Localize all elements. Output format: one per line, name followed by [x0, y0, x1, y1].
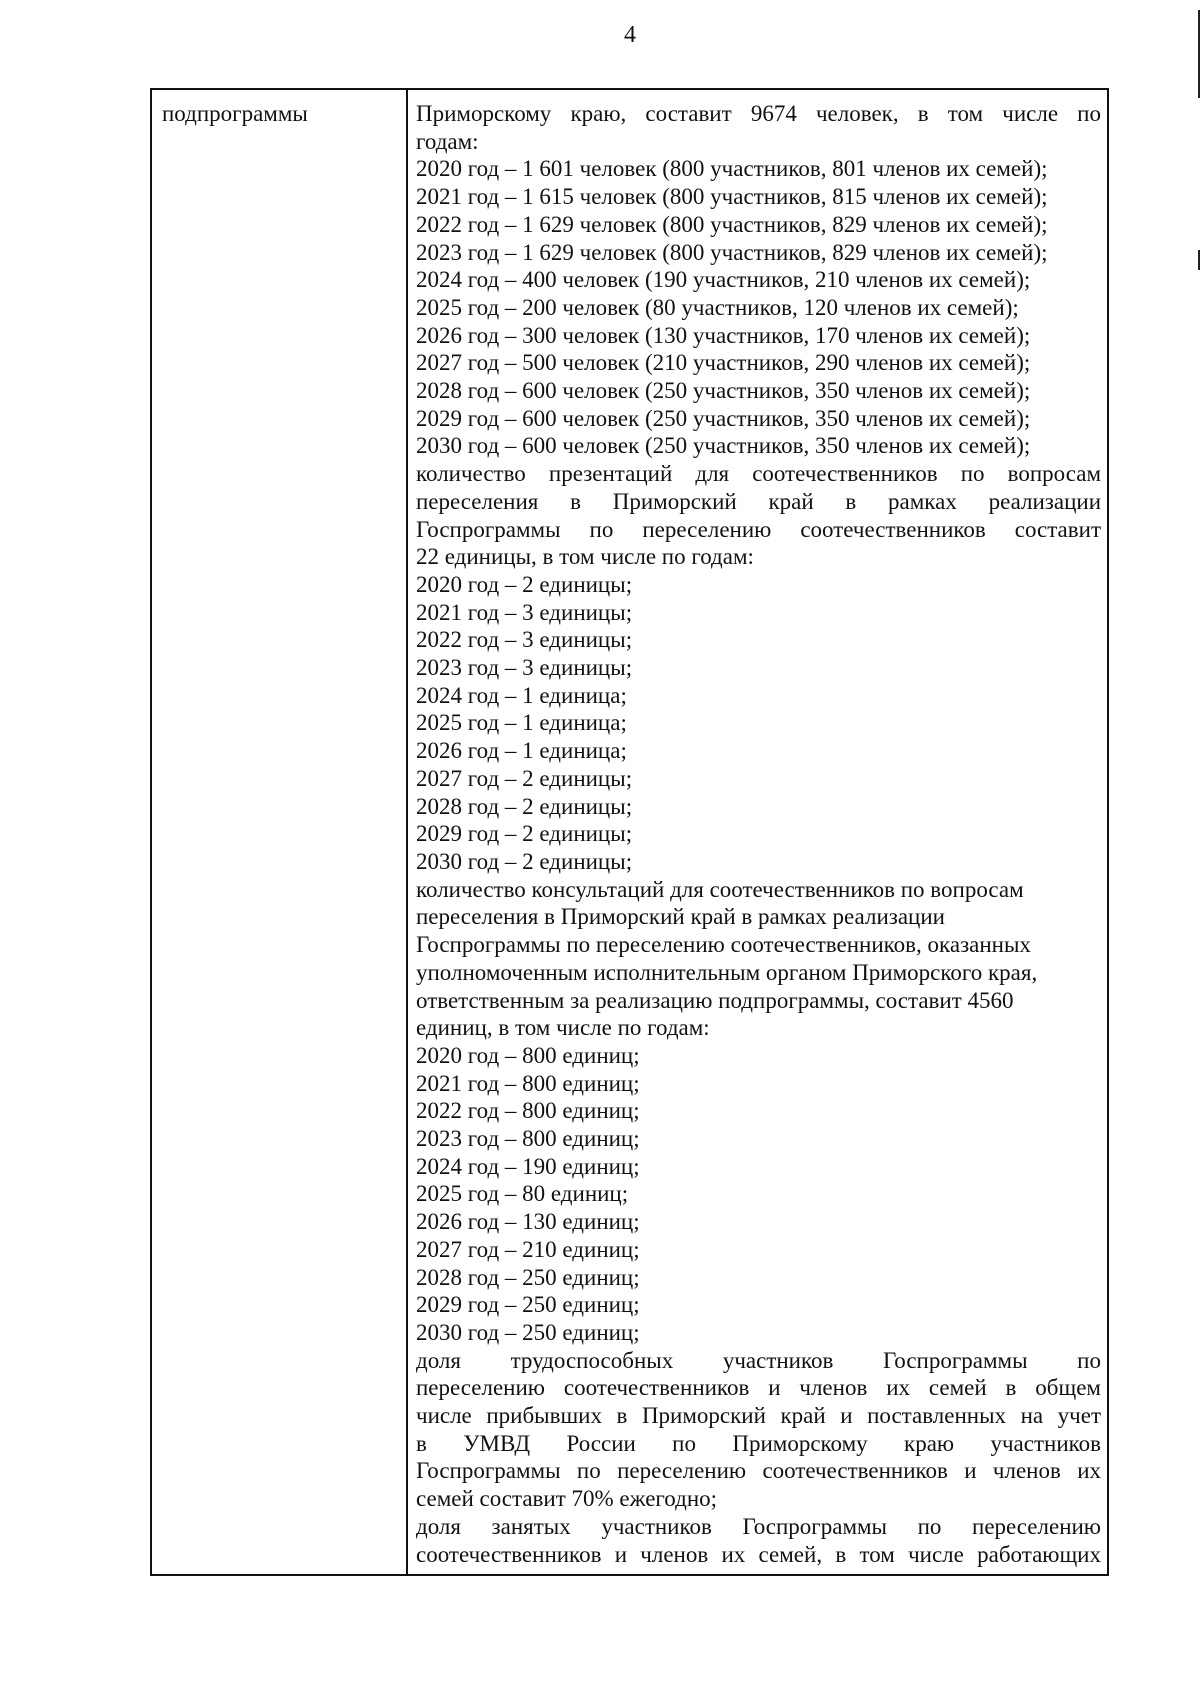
text-line: 2028 год – 600 человек (250 участников, 350 членов их семей); [416, 378, 1031, 404]
text-line: 2021 год – 3 единицы; [416, 599, 633, 625]
text-line: Госпрограммы по переселению соотечественников составит [416, 516, 1101, 542]
text-line: 2030 год – 250 единиц; [416, 1319, 640, 1345]
text-line: 2025 год – 1 единица; [416, 710, 627, 736]
text-line: количество презентаций для соотечественников по вопросам [416, 461, 1101, 487]
document-table [150, 88, 1109, 1576]
text-line: 2024 год – 1 единица; [416, 682, 627, 708]
text-line: 2026 год – 1 единица; [416, 738, 627, 764]
text-line: единиц, в том числе по годам: [416, 1015, 710, 1041]
text-line: 2020 год – 2 единицы; [416, 571, 633, 597]
text-line: 2020 год – 800 единиц; [416, 1042, 640, 1068]
text-line: в УМВД России по Приморскому краю участников [416, 1430, 1101, 1456]
text-line: семей составит 70% ежегодно; [416, 1486, 718, 1512]
text-line: числе прибывших в Приморский край и поставленных на учет [416, 1403, 1101, 1429]
text-line: 22 единицы, в том числе по годам: [416, 544, 754, 570]
text-line: 2022 год – 3 единицы; [416, 627, 633, 653]
text-line: 2029 год – 600 человек (250 участников, 350 членов их семей); [416, 405, 1031, 431]
left-cell-text: подпрограммы [162, 101, 308, 126]
text-line: 2025 год – 200 человек (80 участников, 120 членов их семей); [416, 294, 1019, 320]
text-line: 2029 год – 250 единиц; [416, 1292, 640, 1318]
text-line: переселению соотечественников и членов их семей в общем [416, 1375, 1101, 1401]
text-line: 2023 год – 1 629 человек (800 участников, 829 членов их семей); [416, 239, 1048, 265]
text-line: 2026 год – 130 единиц; [416, 1209, 640, 1235]
text-line: 2021 год – 1 615 человек (800 участников, 815 членов их семей); [416, 184, 1048, 210]
text-line: Госпрограммы по переселению соотечественников и членов их [416, 1458, 1101, 1484]
text-line: 2030 год – 600 человек (250 участников, 350 членов их семей); [416, 433, 1031, 459]
text-line: 2025 год – 80 единиц; [416, 1181, 629, 1207]
text-line: соотечественников и членов их семей, в том числе работающих [416, 1541, 1101, 1567]
text-line: переселения в Приморский край в рамках реализации [416, 488, 1101, 514]
text-line: 2023 год – 800 единиц; [416, 1126, 640, 1152]
text-line: 2027 год – 210 единиц; [416, 1236, 640, 1262]
text-line: 2023 год – 3 единицы; [416, 655, 633, 681]
page-number: 4 [624, 22, 636, 48]
text-line: 2027 год – 500 человек (210 участников, 290 членов их семей); [416, 350, 1031, 376]
text-line: уполномоченным исполнительным органом Приморского края, [416, 959, 1038, 985]
text-line: 2021 год – 800 единиц; [416, 1070, 640, 1096]
text-line: 2024 год – 400 человек (190 участников, 210 членов их семей); [416, 267, 1031, 293]
text-line: 2030 год – 2 единицы; [416, 848, 633, 874]
text-line: 2028 год – 2 единицы; [416, 793, 633, 819]
text-line: количество консультаций для соотечественников по вопросам [416, 876, 1024, 902]
text-line: 2028 год – 250 единиц; [416, 1264, 640, 1290]
text-line: 2020 год – 1 601 человек (800 участников, 801 членов их семей); [416, 156, 1048, 182]
text-line: 2027 год – 2 единицы; [416, 765, 633, 791]
text-line: 2024 год – 190 единиц; [416, 1153, 640, 1179]
text-line: 2029 год – 2 единицы; [416, 821, 633, 847]
text-line: переселения в Приморский край в рамках реализации [416, 904, 945, 930]
text-line: ответственным за реализацию подпрограммы, составит 4560 [416, 987, 1014, 1013]
text-line: 2022 год – 800 единиц; [416, 1098, 640, 1124]
text-line: 2022 год – 1 629 человек (800 участников, 829 членов их семей); [416, 211, 1048, 237]
table-left-cell [152, 90, 408, 1574]
text-line: 2026 год – 300 человек (130 участников, 170 членов их семей); [416, 322, 1031, 348]
table-right-cell [408, 90, 1107, 1574]
text-line: доля трудоспособных участников Госпрограммы по [416, 1347, 1101, 1373]
text-line: доля занятых участников Госпрограммы по переселению [416, 1513, 1101, 1539]
text-line: годам: [416, 128, 479, 154]
text-line: Госпрограммы по переселению соотечественников, оказанных [416, 932, 1031, 958]
text-line: Приморскому краю, составит 9674 человек, в том числе по [416, 101, 1101, 126]
